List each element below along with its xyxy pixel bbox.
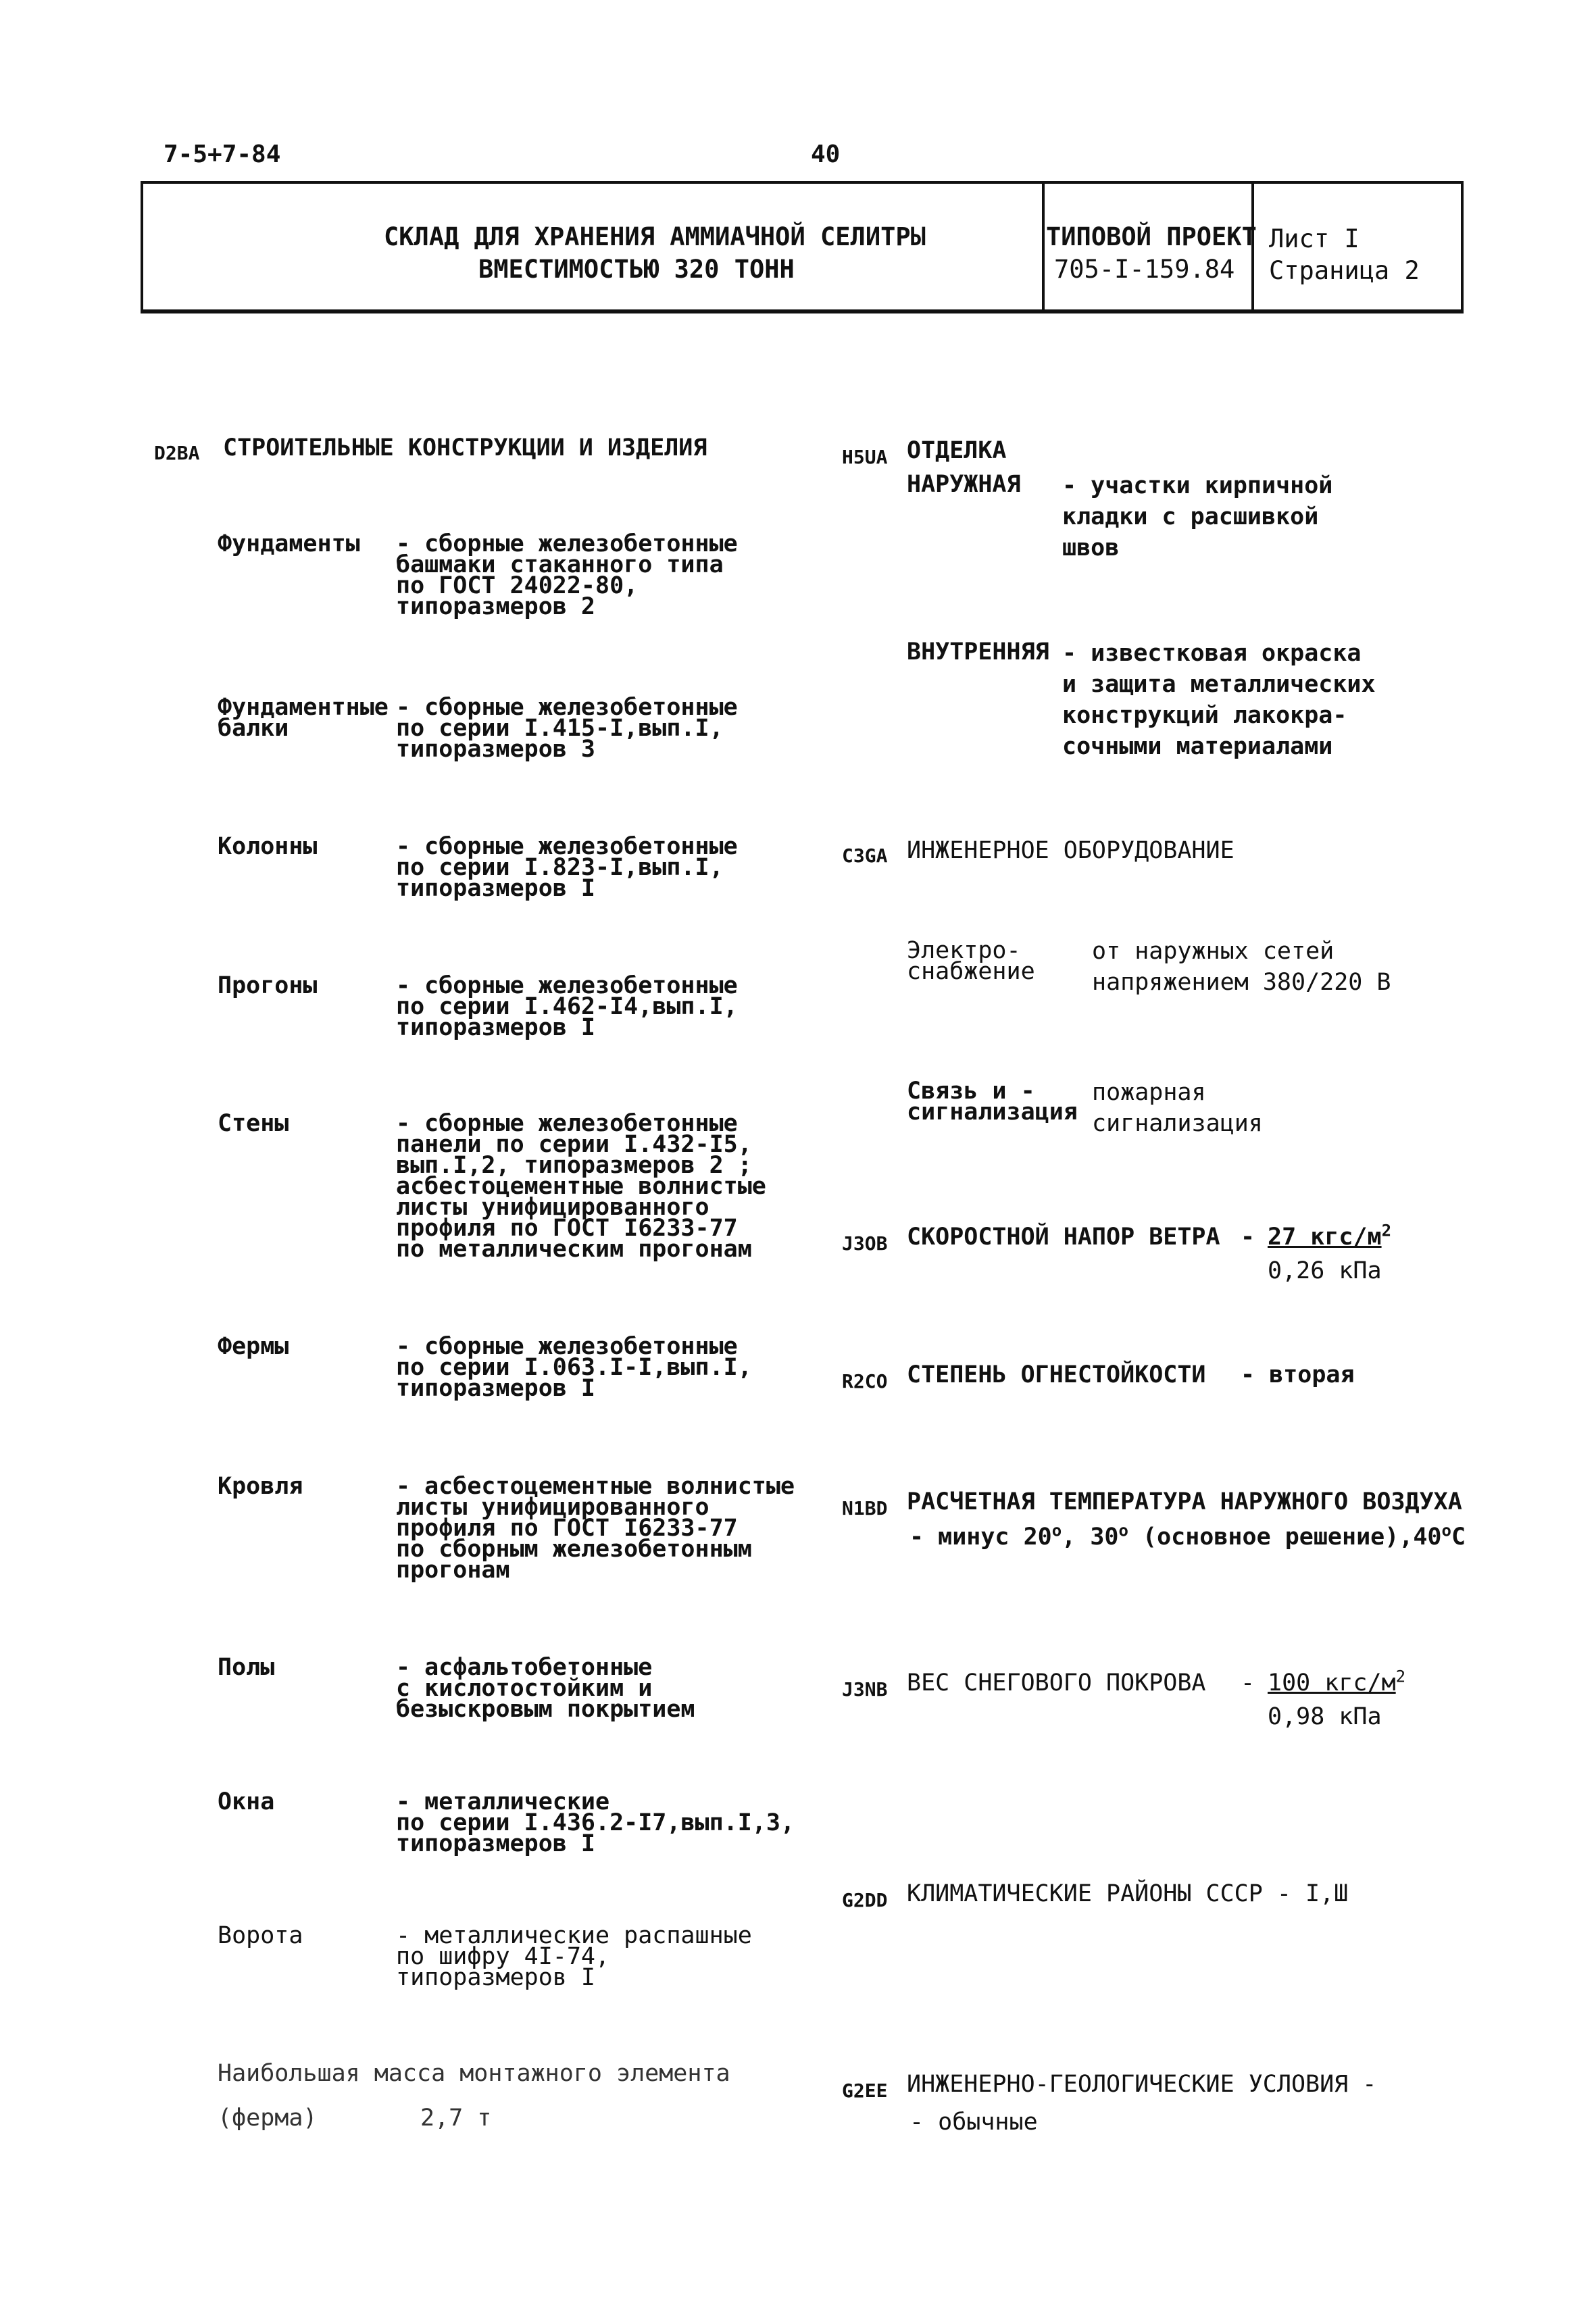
document-code: 7-5+7-84	[164, 141, 281, 168]
item-name: Прогоны	[218, 972, 318, 999]
doc-title-line-1: СКЛАД ДЛЯ ХРАНЕНИЯ АММИАЧНОЙ СЕЛИТРЫ	[384, 222, 926, 251]
snow-dash: -	[1241, 1669, 1255, 1696]
item-description: - асбестоцементные волнистые листы унифицированного профиля по ГОСТ I6233-77 по сборным железобетонным прогонам	[396, 1473, 795, 1584]
finish-code: H5UA	[842, 446, 888, 468]
doc-title-line-2: ВМЕСТИМОСТЬЮ 320 ТОНН	[478, 255, 795, 284]
item-description: - сборные железобетонные по серии I.415-I,вып.I, типоразмеров 3	[396, 694, 738, 763]
item-name: Фундаментные балки	[218, 694, 389, 742]
power-supply-label: Электро- снабжение	[907, 937, 1035, 985]
outer-finish-description: - участки кирпичной кладки с расшивкой швов	[1062, 472, 1333, 561]
item-description: - металлические по серии I.436.2-I7,вып.I,3, типоразмеров I	[396, 1788, 795, 1857]
max-mass-label: Наибольшая масса монтажного элемента	[218, 2060, 730, 2087]
temperature-part: С	[1451, 1524, 1466, 1551]
sheet-number: Лист I	[1269, 224, 1360, 253]
snow-value-kpa: 0,98 кПа	[1268, 1703, 1382, 1730]
geology-title: ИНЖЕНЕРНО-ГЕОЛОГИЧЕСКИЕ УСЛОВИЯ -	[907, 2071, 1377, 2098]
finish-title: ОТДЕЛКА	[907, 437, 1007, 464]
wind-unit-exponent: 2	[1381, 1221, 1392, 1240]
temperature-value	[909, 1521, 1466, 1551]
snow-value	[1268, 1667, 1406, 1696]
item-description: - металлические распашные по шифру 4I-74, типоразмеров I	[396, 1922, 752, 1991]
power-supply-description: от наружных сетей напряжением 380/220 В	[1092, 938, 1391, 996]
title-block-divider	[1042, 184, 1045, 309]
page-indicator: Страница 2	[1269, 256, 1420, 285]
communications-description: пожарная сигнализация	[1092, 1079, 1263, 1137]
item-name: Кровля	[218, 1473, 303, 1500]
wind-value	[1268, 1221, 1392, 1251]
item-name: Ворота	[218, 1922, 303, 1949]
item-name: Фермы	[218, 1333, 289, 1360]
project-label: ТИПОВОЙ ПРОЕКТ	[1046, 222, 1257, 251]
fire-code: R2CO	[842, 1370, 888, 1392]
wind-title: СКОРОСТНОЙ НАПОР ВЕТРА	[907, 1224, 1220, 1251]
project-number: 705-I-159.84	[1054, 255, 1235, 284]
max-mass-value: 2,7 т	[420, 2105, 492, 2132]
item-name: Окна	[218, 1788, 275, 1815]
climate-code: G2DD	[842, 1889, 888, 1911]
item-name: Стены	[218, 1110, 289, 1137]
item-description: - сборные железобетонные башмаки стаканного типа по ГОСТ 24022-80, типоразмеров 2	[396, 530, 738, 620]
inner-finish-label: ВНУТРЕННЯЯ	[907, 638, 1049, 665]
outer-finish-label: НАРУЖНАЯ	[907, 471, 1021, 498]
fire-value: - вторая	[1241, 1361, 1355, 1388]
item-description: - сборные железобетонные панели по серии I.432-I5, вып.I,2, типоразмеров 2 ; асбестоцементные волнистые листы унифицированного профиля по ГОСТ I6233-77 по металлическим прогонам	[396, 1110, 766, 1263]
snow-value-text: 100 кгс/м	[1268, 1669, 1396, 1696]
geology-value: - обычные	[909, 2109, 1038, 2136]
wind-dash: -	[1241, 1224, 1255, 1251]
degree-sign: o	[1051, 1521, 1062, 1540]
item-name: Полы	[218, 1654, 275, 1681]
temperature-title: РАСЧЕТНАЯ ТЕМПЕРАТУРА НАРУЖНОГО ВОЗДУХА	[907, 1488, 1462, 1515]
item-name: Колонны	[218, 833, 318, 860]
geology-code: G2EE	[842, 2080, 888, 2102]
item-description: - сборные железобетонные по серии I.063.I-I,вып.I, типоразмеров I	[396, 1333, 752, 1402]
temperature-part: (основное решение),40	[1128, 1524, 1442, 1551]
climate-title: КЛИМАТИЧЕСКИЕ РАЙОНЫ СССР - I,Ш	[907, 1880, 1349, 1907]
wind-code: J3OB	[842, 1232, 888, 1255]
temperature-part: , 30	[1062, 1524, 1119, 1551]
wind-value-text: 27 кгс/м	[1268, 1224, 1382, 1251]
engineering-code: C3GA	[842, 845, 888, 867]
item-description: - сборные железобетонные по серии I.823-I,вып.I, типоразмеров I	[396, 833, 738, 902]
temperature-code: N1BD	[842, 1497, 888, 1519]
degree-sign: o	[1118, 1521, 1128, 1540]
degree-sign: o	[1441, 1521, 1451, 1540]
engineering-title: ИНЖЕНЕРНОЕ ОБОРУДОВАНИЕ	[907, 837, 1235, 864]
section-title: СТРОИТЕЛЬНЫЕ КОНСТРУКЦИИ И ИЗДЕЛИЯ	[223, 434, 707, 461]
wind-value-kpa: 0,26 кПа	[1268, 1257, 1382, 1284]
fire-title: СТЕПЕНЬ ОГНЕСТОЙКОСТИ	[907, 1361, 1206, 1388]
snow-title: ВЕС СНЕГОВОГО ПОКРОВА	[907, 1669, 1206, 1696]
max-mass-item: (ферма)	[218, 2105, 318, 2132]
item-description: - асфальтобетонные с кислотостойким и безыскровым покрытием	[396, 1654, 695, 1723]
item-name: Фундаменты	[218, 530, 360, 557]
communications-label: Связь и - сигнализация	[907, 1078, 1078, 1126]
item-description: - сборные железобетонные по серии I.462-I4,вып.I, типоразмеров I	[396, 972, 738, 1041]
snow-code: J3NB	[842, 1678, 888, 1701]
section-code: D2BA	[154, 442, 200, 464]
snow-unit-exponent: 2	[1395, 1667, 1406, 1686]
inner-finish-description: - известковая окраска и защита металлических конструкций лакокра- сочными материалами	[1062, 640, 1376, 760]
page-number: 40	[811, 141, 841, 168]
temperature-part: - минус 20	[909, 1524, 1052, 1551]
